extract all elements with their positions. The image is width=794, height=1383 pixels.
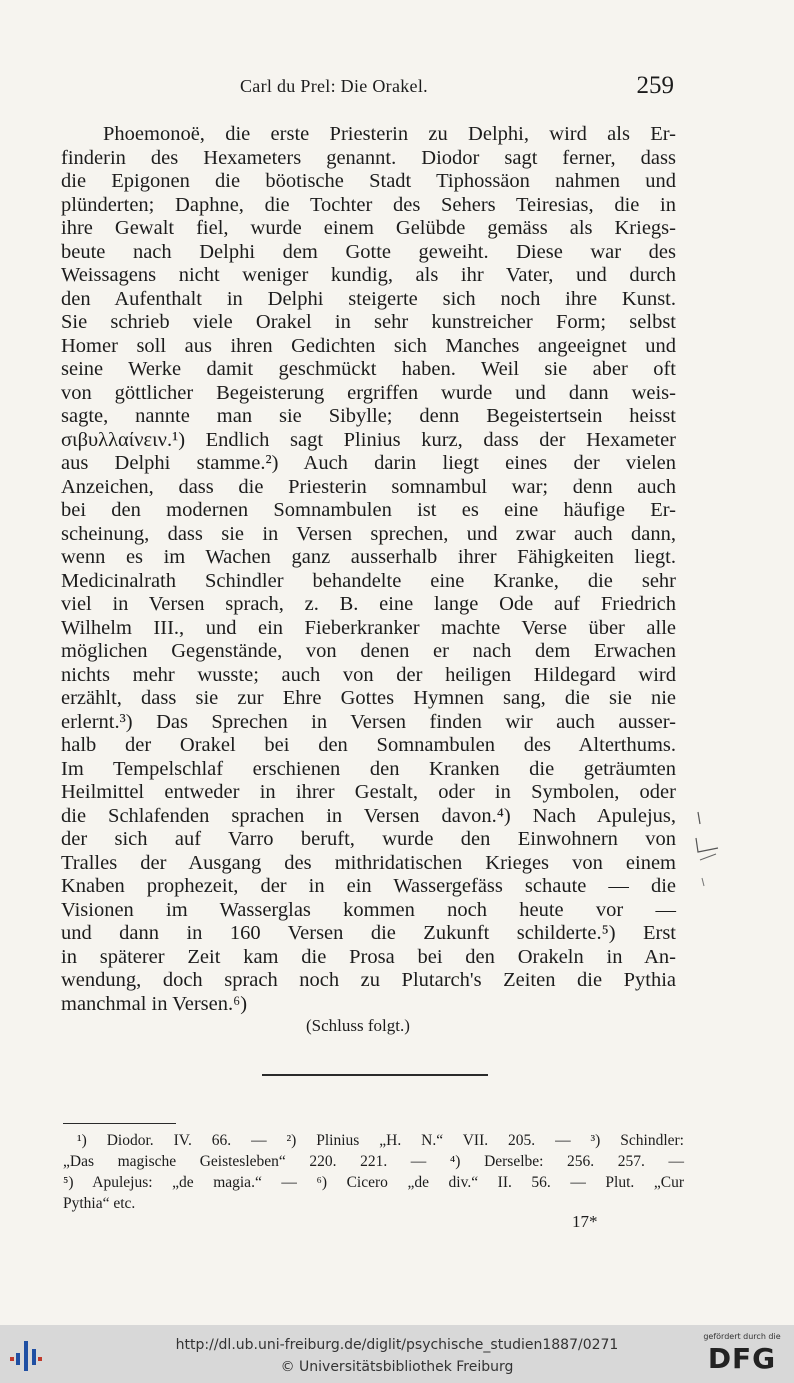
- text-line: Knaben prophezeit, der in ein Wassergefäss schaute — die: [61, 875, 676, 897]
- text-line: Homer soll aus ihren Gedichten sich Manches angeeignet und: [61, 334, 676, 357]
- text-line: nichts mehr wusste; auch von der heiligen Hildegard wird: [61, 663, 676, 686]
- text-line: Weissagens nicht weniger kundig, als ihr Vater, und durch: [61, 264, 676, 286]
- text-line: die Schlafenden sprachen in Versen davon.⁴) Nach Apulejus,: [61, 804, 676, 827]
- text-line: in späterer Zeit kam die Prosa bei den Orakeln in An-: [61, 945, 676, 968]
- source-url-link[interactable]: http://dl.ub.uni-freiburg.de/diglit/psychische_studien1887/0271: [175, 1337, 619, 1353]
- page-number: 259: [636, 72, 674, 99]
- signature-mark: 17*: [572, 1212, 598, 1231]
- running-head: [60, 72, 674, 104]
- text-line: plünderten; Daphne, die Tochter des Sehers Teiresias, die in: [61, 193, 676, 216]
- footnotes: [63, 1130, 684, 1214]
- text-line: erzählt, dass sie zur Ehre Gottes Hymnen sang, die sie nie: [61, 687, 676, 709]
- footnote-line: Pythia“ etc.: [63, 1195, 136, 1212]
- margin-pencil-marks: [690, 790, 750, 900]
- text-line: Medicinalrath Schindler behandelte eine Kranke, die sehr: [61, 569, 676, 592]
- continued-note: (Schluss folgt.): [306, 1016, 410, 1035]
- text-line: σιβυλλαίνειν.¹) Endlich sagt Plinius kurz, dass der Hexameter: [61, 428, 676, 451]
- text-line: Tralles der Ausgang des mithridatischen Krieges von einem: [61, 851, 676, 874]
- text-line: beute nach Delphi dem Gotte geweiht. Diese war des: [61, 240, 676, 263]
- text-line: bei den modernen Somnambulen ist es eine häufige Er-: [61, 499, 676, 521]
- text-line: seine Werke damit geschmückt haben. Weil sie aber oft: [61, 358, 676, 380]
- text-line: scheinung, dass sie in Versen sprechen, und zwar auch dann,: [61, 522, 676, 545]
- text-line: manchmal in Versen.⁶): [61, 992, 248, 1015]
- text-line: von göttlicher Begeisterung ergriffen wurde und dann weis-: [61, 381, 676, 404]
- copyright-text: © Universitätsbibliothek Freiburg: [280, 1359, 514, 1375]
- text-line: wendung, doch sprach noch zu Plutarch's Zeiten die Pythia: [61, 969, 676, 991]
- footnote-line: ⁵) Apulejus: „de magia.“ — ⁶) Cicero „de div.“ II. 56. — Plut. „Cur: [63, 1174, 684, 1191]
- text-line: möglichen Gegenstände, von denen er nach dem Erwachen: [61, 640, 676, 662]
- text-line: Sie schrieb viele Orakel in sehr kunstreicher Form; selbst: [61, 311, 676, 333]
- text-line: Wilhelm III., und ein Fieberkranker machte Verse über alle: [61, 616, 676, 639]
- text-line: erlernt.³) Das Sprechen in Versen finden wir auch ausser-: [61, 710, 676, 733]
- dfg-caption: gefördert durch die: [703, 1332, 781, 1341]
- text-line: und dann in 160 Versen die Zukunft schilderte.⁵) Erst: [61, 922, 676, 944]
- footnote-line: „Das magische Geistesleben“ 220. 221. — ⁴) Derselbe: 256. 257. —: [63, 1153, 684, 1170]
- text-line: Visionen im Wasserglas kommen noch heute vor —: [61, 898, 676, 921]
- text-line: ihre Gewalt fiel, wurde einem Gelübde gemäss als Kriegs-: [61, 217, 676, 239]
- text-line: Phoemonoë, die erste Priesterin zu Delphi, wird als Er-: [103, 123, 676, 145]
- viewer-footer: [0, 1325, 794, 1383]
- footnote-line: ¹) Diodor. IV. 66. — ²) Plinius „H. N.“ VII. 205. — ³) Schindler:: [77, 1132, 684, 1149]
- text-line: den Aufenthalt in Delphi steigerte sich noch ihre Kunst.: [61, 287, 676, 310]
- text-line: viel in Versen sprach, z. B. eine lange Ode auf Friedrich: [61, 593, 676, 615]
- dfg-logo: DFG: [707, 1342, 777, 1375]
- text-line: wenn es im Wachen ganz ausserhalb ihrer Fähigkeiten liegt.: [61, 546, 676, 568]
- text-line: die Epigonen die böotische Stadt Tiphossäon nahmen und: [61, 170, 676, 192]
- footnote-divider: [63, 1123, 176, 1124]
- text-line: Anzeichen, dass die Priesterin somnambul war; denn auch: [61, 475, 676, 498]
- text-line: finderin des Hexameters genannt. Diodor sagt ferner, dass: [61, 146, 676, 169]
- section-divider: [262, 1074, 488, 1076]
- text-line: aus Delphi stamme.²) Auch darin liegt eines der vielen: [61, 452, 676, 474]
- text-line: halb der Orakel bei den Somnambulen des Alterthums.: [61, 734, 676, 756]
- text-line: der sich auf Varro beruft, wurde den Einwohnern von: [61, 828, 676, 850]
- text-line: Im Tempelschlaf erschienen den Kranken die geträumten: [61, 757, 676, 780]
- dfg-funding-badge: [700, 1331, 784, 1379]
- body-text: [61, 123, 676, 1016]
- running-title: Carl du Prel: Die Orakel.: [240, 76, 428, 96]
- text-line: sagte, nannte man sie Sibylle; denn Begeistertsein heisst: [61, 405, 676, 427]
- text-line: Heilmittel entweder in ihrer Gestalt, oder in Symbolen, oder: [61, 781, 676, 803]
